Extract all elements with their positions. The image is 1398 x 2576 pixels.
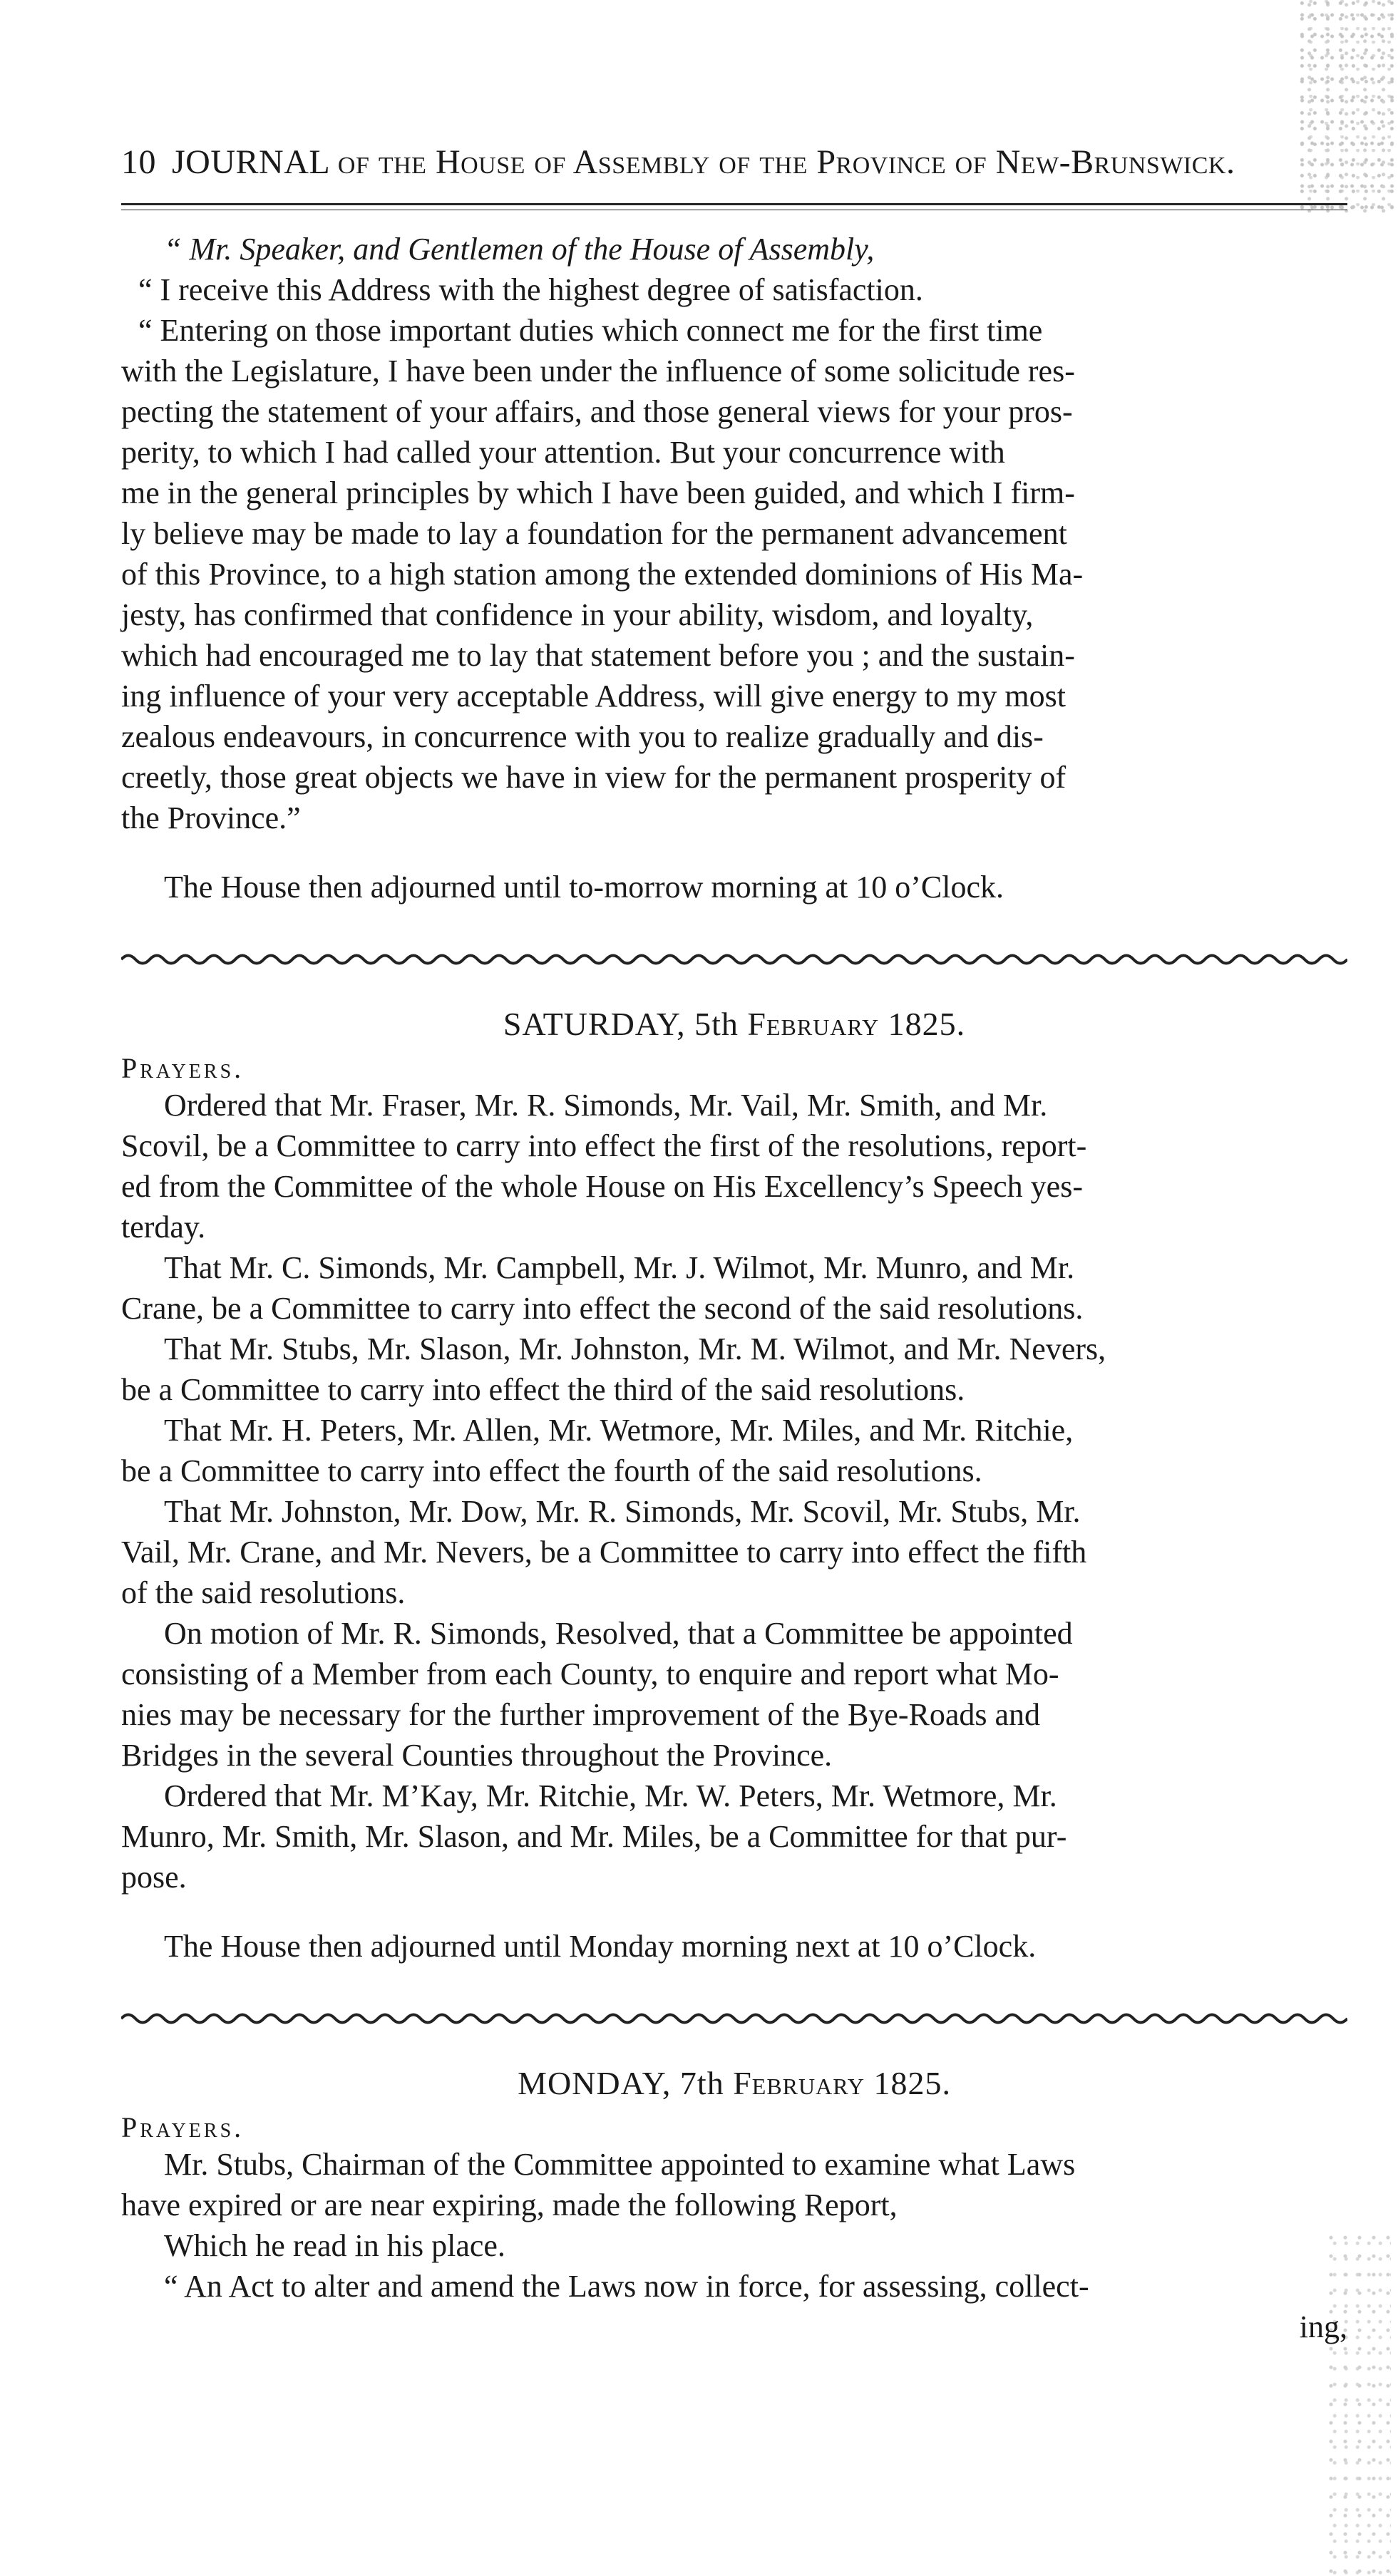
saturday-prayers: Prayers. <box>121 1052 245 1084</box>
monday-prayers: Prayers. <box>121 2111 245 2143</box>
proceedings-line: That Mr. Stubs, Mr. Slason, Mr. Johnston, Mr. M. Wilmot, and Mr. Nevers, <box>164 1331 1106 1366</box>
speech-line: pecting the statement of your affairs, and those general views for your pros- <box>121 394 1073 429</box>
wavy-divider <box>121 2009 1347 2028</box>
speech-line: of this Province, to a high station among the extended dominions of His Ma- <box>121 557 1084 592</box>
proceedings-line: That Mr. C. Simonds, Mr. Campbell, Mr. J. Wilmot, Mr. Munro, and Mr. <box>164 1250 1075 1285</box>
proceedings-line: Munro, Mr. Smith, Mr. Slason, and Mr. Miles, be a Committee for that pur- <box>121 1819 1067 1854</box>
adjournment-notice: The House then adjourned until Monday morning next at 10 o’Clock. <box>164 1929 1037 1964</box>
proceedings-line: Scovil, be a Committee to carry into effect the first of the resolutions, report- <box>121 1128 1087 1163</box>
journal-title: JOURNAL of the House of Assembly of the Province of New-Brunswick. <box>172 143 1235 181</box>
proceedings-line: Bridges in the several Counties throughout the Province. <box>121 1738 833 1773</box>
proceedings-line: That Mr. Johnston, Mr. Dow, Mr. R. Simonds, Mr. Scovil, Mr. Stubs, Mr. <box>164 1494 1081 1529</box>
proceedings-line: Ordered that Mr. M’Kay, Mr. Ritchie, Mr. W. Peters, Mr. Wetmore, Mr. <box>164 1778 1057 1813</box>
running-header <box>121 143 1347 182</box>
wavy-divider <box>121 950 1347 969</box>
saturday-heading-day: SATURDAY, 5th <box>503 1006 748 1042</box>
header-double-rule <box>121 203 1347 210</box>
monday-heading-day: MONDAY, 7th <box>518 2065 734 2101</box>
proceedings-line: “ An Act to alter and amend the Laws now in force, for assessing, collect- <box>164 2269 1089 2304</box>
speech-line: “ I receive this Address with the highest degree of satisfaction. <box>138 272 923 307</box>
speech-line: jesty, has confirmed that confidence in your ability, wisdom, and loyalty, <box>121 597 1034 632</box>
speech-line: ly believe may be made to lay a foundation for the permanent advancement <box>121 516 1067 551</box>
proceedings-line: consisting of a Member from each County, to enquire and report what Mo- <box>121 1657 1059 1691</box>
speech-line: ing influence of your very acceptable Address, will give energy to my most <box>121 679 1066 713</box>
saturday-heading-year: 1825. <box>879 1006 966 1042</box>
governor-reply <box>121 229 1347 838</box>
proceedings-line: Which he read in his place. <box>164 2228 505 2263</box>
proceedings-line: nies may be necessary for the further improvement of the Bye-Roads and <box>121 1697 1041 1732</box>
speech-line: with the Legislature, I have been under the influence of some solicitude res- <box>121 354 1075 388</box>
saturday-heading <box>121 1005 1347 1043</box>
proceedings-line: Mr. Stubs, Chairman of the Committee appointed to examine what Laws <box>164 2147 1076 2182</box>
speech-line: creetly, those great objects we have in view for the permanent prosperity of <box>121 760 1067 795</box>
catchword: ing, <box>1299 2309 1347 2344</box>
speech-salutation: “ Mr. Speaker, and Gentlemen of the House of Assembly, <box>164 232 875 267</box>
saturday-heading-month: February <box>747 1006 880 1042</box>
proceedings-line: That Mr. H. Peters, Mr. Allen, Mr. Wetmore, Mr. Miles, and Mr. Ritchie, <box>164 1413 1074 1448</box>
proceedings-line: Vail, Mr. Crane, and Mr. Nevers, be a Committee to carry into effect the fifth <box>121 1535 1087 1570</box>
proceedings-line: Ordered that Mr. Fraser, Mr. R. Simonds, Mr. Vail, Mr. Smith, and Mr. <box>164 1088 1048 1123</box>
proceedings-line: On motion of Mr. R. Simonds, Resolved, that a Committee be appointed <box>164 1616 1073 1651</box>
adjournment-notice: The House then adjourned until to-morrow morning at 10 o’Clock. <box>164 870 1004 905</box>
proceedings-line: pose. <box>121 1860 187 1895</box>
proceedings-line: ed from the Committee of the whole House on His Excellency’s Speech yes- <box>121 1169 1083 1204</box>
proceedings-line: Crane, be a Committee to carry into effect the second of the said resolutions. <box>121 1291 1084 1326</box>
speech-line: “ Entering on those important duties which connect me for the first time <box>138 313 1043 348</box>
speech-line: zealous endeavours, in concurrence with you to realize gradually and dis- <box>121 719 1044 754</box>
proceedings-line: of the said resolutions. <box>121 1575 406 1610</box>
monday-heading <box>121 2064 1347 2102</box>
proceedings-line: be a Committee to carry into effect the third of the said resolutions. <box>121 1372 965 1407</box>
proceedings-line: be a Committee to carry into effect the fourth of the said resolutions. <box>121 1453 982 1488</box>
speech-line: perity, to which I had called your attention. But your concurrence with <box>121 435 1005 470</box>
speech-line: me in the general principles by which I have been guided, and which I firm- <box>121 475 1075 510</box>
monday-heading-month: February <box>733 2065 865 2101</box>
page-content <box>121 143 1347 2347</box>
proceedings-line: have expired or are near expiring, made the following Report, <box>121 2188 898 2222</box>
saturday-proceedings <box>121 1085 1347 1897</box>
speech-line: the Province.” <box>121 800 301 835</box>
monday-heading-year: 1825. <box>864 2065 951 2101</box>
speech-line: which had encouraged me to lay that statement before you ; and the sustain- <box>121 638 1075 673</box>
proceedings-line: terday. <box>121 1210 206 1245</box>
page-number: 10 <box>121 143 156 181</box>
monday-proceedings <box>121 2144 1347 2347</box>
